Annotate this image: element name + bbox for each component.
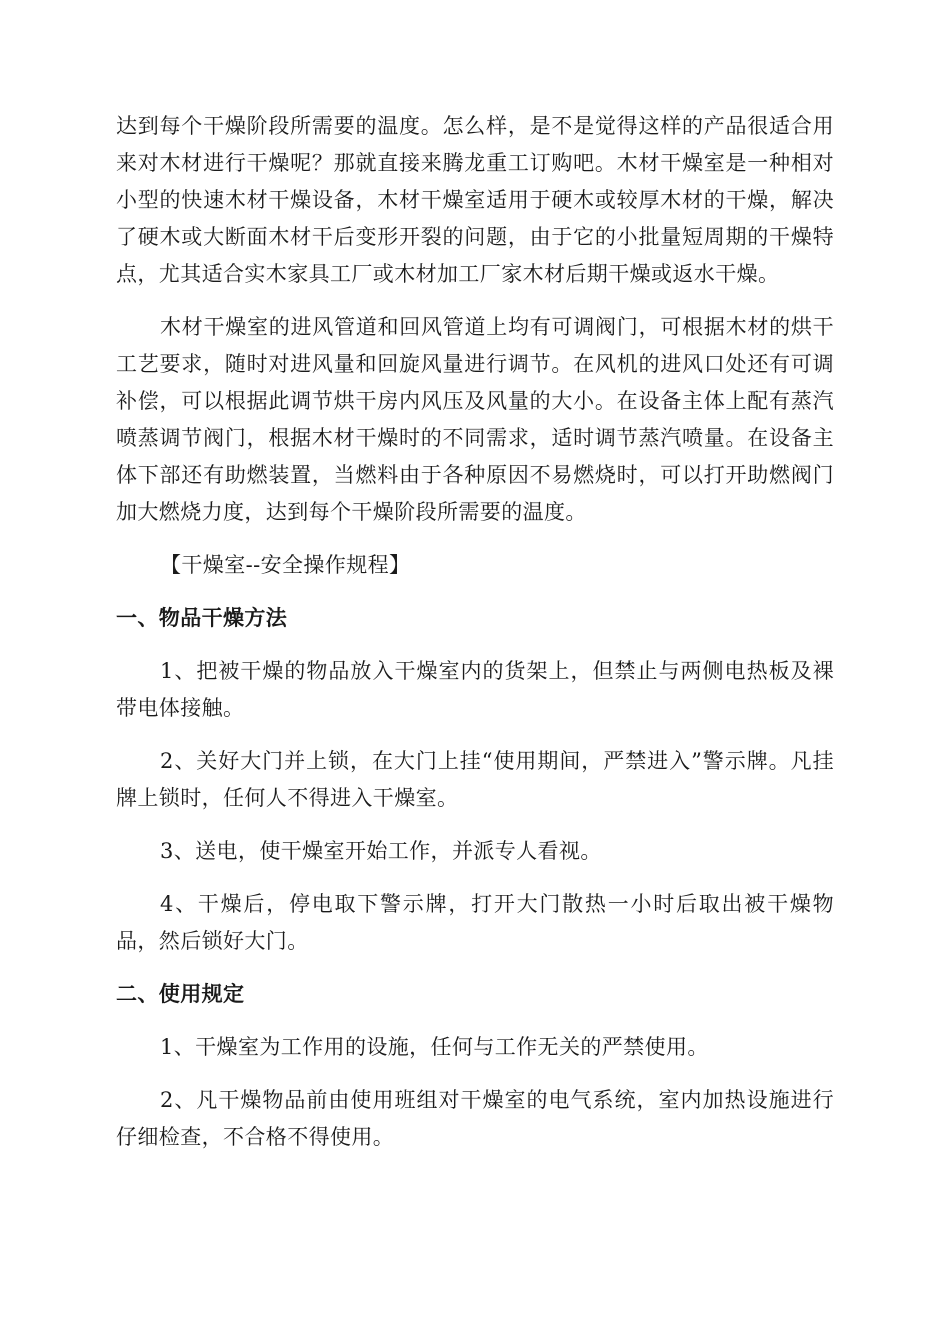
list-item: 1、干燥室为工作用的设施，任何与工作无关的严禁使用。: [160, 1035, 709, 1059]
list-item: 2、凡干燥物品前由使用班组对干燥室的电气系统，室内加热设施进行仔细检查，不合格不得使用。: [116, 1088, 834, 1149]
intro-paragraph: 达到每个干燥阶段所需要的温度。怎么样，是不是觉得这样的产品很适合用来对木材进行干燥呢？那就直接来腾龙重工订购吧。木材干燥室是一种相对小型的快速木材干燥设备，木材干燥室适用于硬木或较厚木材的干燥，解决了硬木或大断面木材干后变形开裂的问题，由于它的小批量短周期的干燥特点，尤其适合实木家具工厂或木材加工厂家木材后期干燥或返水干燥。: [116, 114, 834, 286]
valve-description-paragraph: 木材干燥室的进风管道和回风管道上均有可调阀门，可根据木材的烘干工艺要求，随时对进风量和回旋风量进行调节。在风机的进风口处还有可调补偿，可以根据此调节烘干房内风压及风量的大小。在设备主体上配有蒸汽喷蒸调节阀门，根据木材干燥时的不同需求，适时调节蒸汽喷量。在设备主体下部还有助燃装置，当燃料由于各种原因不易燃烧时，可以打开助燃阀门加大燃烧力度，达到每个干燥阶段所需要的温度。: [116, 315, 834, 524]
document-body: [116, 108, 834, 1156]
section-heading-drying-method: 一、物品干燥方法: [116, 606, 288, 630]
list-item: 4、干燥后，停电取下警示牌，打开大门散热一小时后取出被干燥物品，然后锁好大门。: [116, 892, 834, 953]
list-item: 3、送电，使干燥室开始工作，并派专人看视。: [160, 839, 602, 863]
list-item: 2、关好大门并上锁，在大门上挂“使用期间，严禁进入”警示牌。凡挂牌上锁时，任何人不得进入干燥室。: [116, 749, 834, 810]
section-heading-usage-rules: 二、使用规定: [116, 982, 245, 1006]
list-item: 1、把被干燥的物品放入干燥室内的货架上，但禁止与两侧电热板及裸带电体接触。: [116, 659, 834, 720]
procedure-title: 【干燥室--安全操作规程】: [160, 553, 411, 577]
